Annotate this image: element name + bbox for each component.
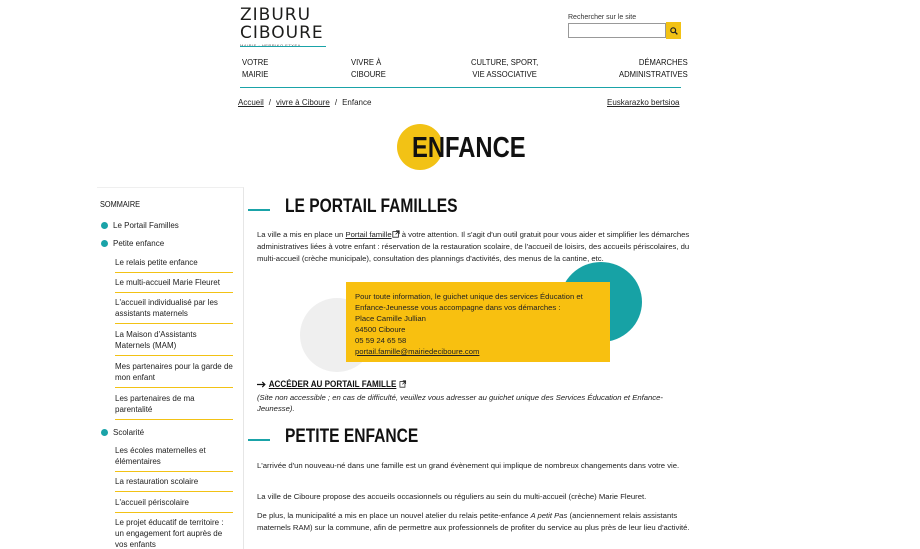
logo-underline	[240, 46, 326, 47]
bullet-icon	[101, 222, 108, 229]
sidebar-subitem[interactable]: La Maison d'Assistants Maternels (MAM)	[115, 329, 233, 356]
site-logo[interactable]	[240, 6, 330, 48]
section-dash	[248, 439, 270, 441]
external-link-icon	[392, 230, 400, 238]
sidebar-subitem[interactable]: Mes partenaires pour la garde de mon enfant	[115, 361, 233, 388]
info-box	[346, 282, 610, 362]
page-title: ENFANCE	[412, 132, 526, 164]
sidebar-item-scolarite[interactable]: Scolarité	[101, 428, 144, 437]
info-phone: 05 59 24 65 58	[355, 336, 407, 345]
nav-demarches[interactable]: DÉMARCHES ADMINISTRATIVES	[619, 57, 688, 79]
breadcrumb-separator: /	[334, 98, 338, 107]
section-dash	[248, 209, 270, 211]
sidebar-item-petite-enfance[interactable]: Petite enfance	[101, 239, 164, 248]
portail-famille-cta[interactable]: ACCÉDER AU PORTAIL FAMILLE	[257, 379, 406, 389]
search-icon	[670, 27, 678, 35]
nav-divider	[240, 87, 681, 88]
sidebar-subitem[interactable]: Les partenaires de ma parentalité	[115, 393, 233, 420]
sidebar-subitem[interactable]: L'accueil périscolaire	[115, 497, 233, 513]
logo-line-2: CIBOURE	[240, 23, 324, 43]
sidebar-summary	[97, 187, 244, 549]
arrow-right-icon	[257, 381, 266, 388]
bullet-icon	[101, 240, 108, 247]
sidebar-title: SOMMAIRE	[100, 200, 141, 209]
main-nav	[240, 56, 688, 86]
sidebar-subitem[interactable]: La restauration scolaire	[115, 476, 233, 492]
search-label: Rechercher sur le site	[568, 14, 637, 21]
basque-version-link[interactable]: Euskarazko bertsioa	[607, 98, 680, 107]
info-text: Pour toute information, le guichet unique des services Éducation et Enfance-Jeunesse vous accompagne dans vos démarches :	[355, 292, 583, 312]
sidebar-subitem[interactable]: L'accueil individualisé par les assistants maternels	[115, 297, 233, 324]
sidebar-subitem[interactable]: Les écoles maternelles et élémentaires	[115, 445, 233, 472]
nav-vivre-a-ciboure[interactable]: VIVRE À CIBOURE	[351, 57, 386, 79]
section-title-portail: LE PORTAIL FAMILLES	[285, 196, 458, 217]
breadcrumb-home[interactable]: Accueil	[238, 98, 264, 107]
section-title-petite-enfance: PETITE ENFANCE	[285, 426, 419, 447]
logo-line-1: ZIBURU	[240, 5, 312, 25]
bullet-icon	[101, 429, 108, 436]
portail-note: (Site non accessible ; en cas de difficulté, veuillez vous adresser au guichet unique des Services Éducation et Enfance-Jeunesse).	[257, 393, 663, 413]
nav-votre-mairie[interactable]: VOTRE MAIRIE	[242, 57, 269, 79]
sidebar-subitem[interactable]: Le multi-accueil Marie Fleuret	[115, 277, 233, 293]
petite-enfance-p1: L'arrivée d'un nouveau-né dans une famille est un grand évènement qui implique de nombreux changements dans votre vie.	[257, 461, 680, 470]
sidebar-item-portail-familles[interactable]: Le Portail Familles	[101, 221, 179, 230]
external-link-icon	[399, 380, 406, 388]
portail-intro: La ville a mis en place un Portail famille à votre attention. Il s'agit d'un outil gratuit pour vous aider et simplifier les démarches administratives liées à votre enfant : réservation de la restauration scolaire, de l'accueil de loisirs, des accueils périscolaires, du multi-accueil (crèche municipale), consultation des plannings d'activités, des menus de la cantine, etc.	[257, 230, 690, 263]
petite-enfance-p3: De plus, la municipalité a mis en place un nouvel atelier du relais petite-enfance A petit Pas (anciennement relais assistants maternels RAM) sur la commune, afin de permettre aux professionnels de profiter du service au plus près de leur lieu d'activité.	[257, 511, 690, 532]
info-address-1: Place Camille Jullian	[355, 314, 426, 323]
breadcrumb-current: Enfance	[342, 98, 372, 107]
breadcrumb	[238, 98, 371, 107]
nav-culture-sport[interactable]: CULTURE, SPORT, VIE ASSOCIATIVE	[471, 57, 539, 79]
breadcrumb-separator: /	[268, 98, 272, 107]
sidebar-subitem[interactable]: Le projet éducatif de territoire : un engagement fort auprès de vos enfants	[115, 518, 224, 549]
sidebar-subitem[interactable]: Le relais petite enfance	[115, 257, 233, 273]
search-button[interactable]	[666, 22, 681, 39]
info-address-2: 64500 Ciboure	[355, 325, 406, 334]
petite-enfance-p2: La ville de Ciboure propose des accueils occasionnels ou réguliers au sein du multi-accueil (crèche) Marie Fleuret.	[257, 492, 647, 501]
info-email-link[interactable]: portail.famille@mairiedeciboure.com	[355, 347, 480, 356]
breadcrumb-vivre[interactable]: vivre à Ciboure	[276, 98, 330, 107]
search-input[interactable]	[568, 23, 666, 38]
portail-famille-link[interactable]: Portail famille	[345, 230, 392, 239]
